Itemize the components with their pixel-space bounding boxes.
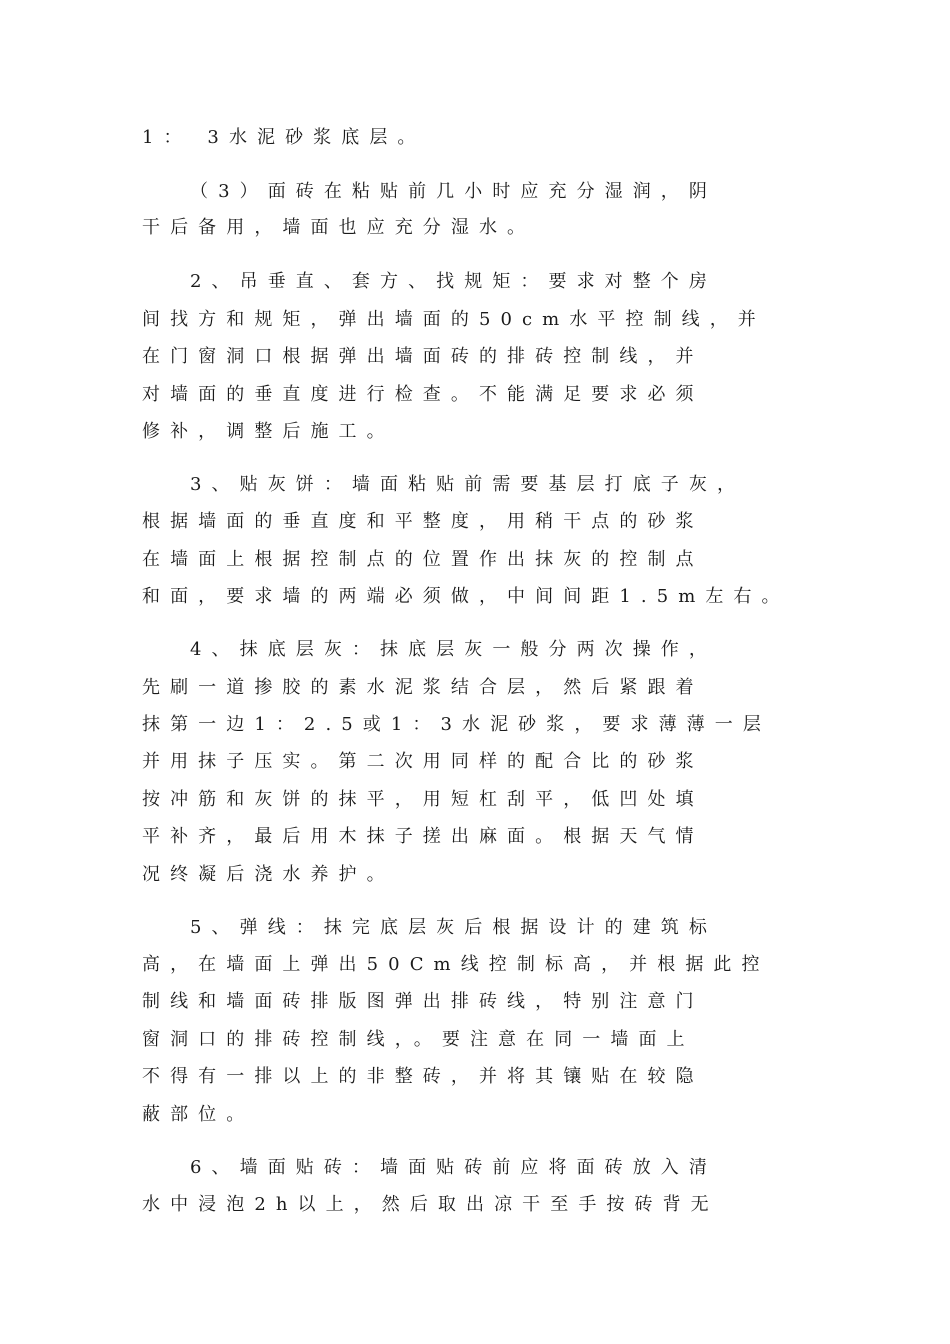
text-line: （3）面砖在粘贴前几小时应充分湿润，阴 <box>190 181 717 202</box>
text-line: 3、贴灰饼：墙面粘贴前需要基层打底子灰， <box>190 474 746 495</box>
text-line: 水中浸泡2h以上，然后取出凉干至手按砖背无 <box>142 1194 719 1215</box>
text-line: 平补齐，最后用木抹子搓出麻面。根据天气情 <box>142 826 704 847</box>
text-line: 在门窗洞口根据弹出墙面砖的排砖控制线，并 <box>142 346 704 367</box>
text-line: 间找方和规矩，弹出墙面的50cm水平控制线，并 <box>142 309 766 330</box>
text-line: 高，在墙面上弹出50Cm线控制标高，并根据此控 <box>142 954 770 975</box>
text-line: 按冲筋和灰饼的抹平，用短杠刮平，低凹处填 <box>142 789 704 810</box>
text-line: 干后备用，墙面也应充分湿水。 <box>142 217 536 238</box>
text-line: 抹第一边1：2.5或1：3水泥砂浆，要求薄薄一层 <box>142 714 771 735</box>
text-line: 5、弹线：抹完底层灰后根据设计的建筑标 <box>190 917 717 938</box>
text-line: 制线和墙面砖排版图弹出排砖线，特别注意门 <box>142 991 704 1012</box>
text-line: 2、吊垂直、套方、找规矩：要求对整个房 <box>190 271 717 292</box>
text-line: 并用抹子压实。第二次用同样的配合比的砂浆 <box>142 751 704 772</box>
text-line: 先刷一道掺胶的素水泥浆结合层，然后紧跟着 <box>142 677 704 698</box>
text-line: 在墙面上根据控制点的位置作出抹灰的控制点 <box>142 549 704 570</box>
text-line: 况终凝后浇水养护。 <box>142 864 395 885</box>
text-line: 和面，要求墙的两端必须做，中间间距1.5m左右。 <box>142 586 790 607</box>
text-line: 根据墙面的垂直度和平整度，用稍干点的砂浆 <box>142 511 704 532</box>
text-line: 窗洞口的排砖控制线，。要注意在同一墙面上 <box>142 1029 695 1050</box>
text-line: 修补，调整后施工。 <box>142 421 395 442</box>
text-line: 6、墙面贴砖：墙面贴砖前应将面砖放入清 <box>190 1157 717 1178</box>
text-line: 蔽部位。 <box>142 1104 255 1125</box>
text-line: 4、抹底层灰：抹底层灰一般分两次操作， <box>190 639 717 660</box>
text-line: 1： 3水泥砂浆底层。 <box>142 127 426 148</box>
text-line: 不得有一排以上的非整砖，并将其镶贴在较隐 <box>142 1066 704 1087</box>
text-line: 对墙面的垂直度进行检查。不能满足要求必须 <box>142 384 704 405</box>
